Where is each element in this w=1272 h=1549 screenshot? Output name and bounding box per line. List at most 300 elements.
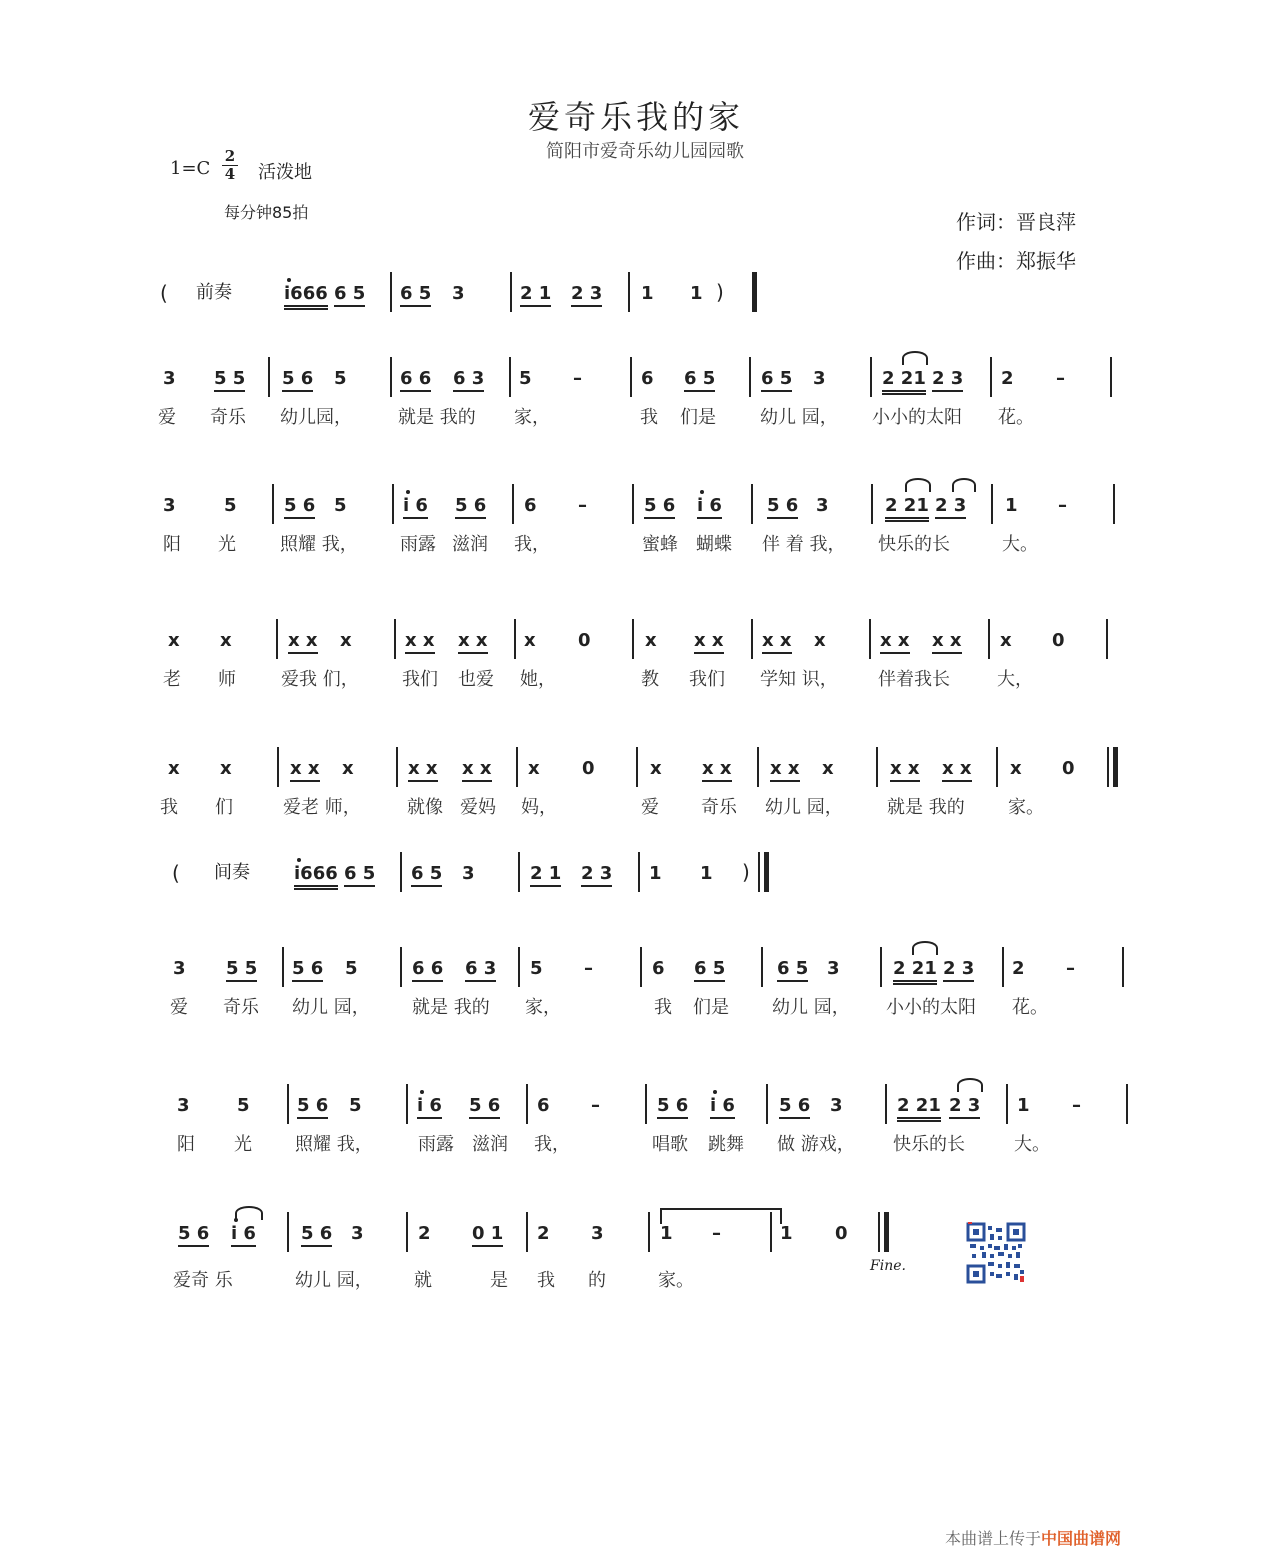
note-group: x [168,758,180,779]
note-group: 0 [1052,630,1065,651]
note-group: 6 5 [344,863,375,887]
note-group: x [340,630,352,651]
barline [885,1084,887,1124]
note-group: 1 [641,283,654,304]
note-group: 5 [224,495,237,516]
barline [518,852,520,892]
footer-watermark [945,1526,1121,1549]
note-group: 3 [163,368,176,389]
note-group: 5 5 [226,958,257,982]
lyric-syllable: 就是 我的 [398,407,476,428]
final-barline [1113,484,1115,524]
lyric-syllable: 小小的太阳 [872,407,962,428]
barline [648,1212,650,1252]
lyric-syllable: 奇乐 [701,797,737,818]
barline [871,484,873,524]
note-group: – [1072,1095,1081,1116]
note-group: 3 [177,1095,190,1116]
lyric-syllable: 幼儿 园， [760,407,838,428]
note-group: 3 [813,368,826,389]
barline [390,272,392,312]
final-barline [764,852,769,892]
lyric-syllable: 蜜蜂 [642,534,678,555]
note-group: 6 5 [684,368,715,392]
note-group: 3 [827,958,840,979]
note-group: 3 [462,863,475,884]
note-group: 5 [334,495,347,516]
note-group: 0 [582,758,595,779]
barline [636,747,638,787]
high-octave-dot [700,490,704,494]
tie-mark [902,351,928,365]
note-group: i 6 [697,495,722,519]
lyric-syllable: 滋润 [472,1134,508,1155]
note-group: 6 3 [453,368,484,392]
note-group: 2 [1012,958,1025,979]
note-group: 0 [835,1223,848,1244]
note-group: 0 1 [472,1223,503,1247]
final-barline [1106,619,1108,659]
note-group: – [578,495,587,516]
fine-mark: Fine. [870,1258,906,1274]
tie-mark [912,941,938,955]
note-group: 5 6 [292,958,323,982]
note-group: i666 [294,863,338,890]
barline [758,852,760,892]
barline [514,619,516,659]
note-group: 6 [537,1095,550,1116]
note-group: 2 21 [885,495,929,522]
note-group: x [650,758,662,779]
note-group: 5 6 [178,1223,209,1247]
section-label: 间奏 [214,862,250,883]
score-row [0,745,1272,865]
lyric-syllable: 蝴蝶 [696,534,732,555]
note-group: x x [694,630,724,654]
note-group: 5 6 [644,495,675,519]
lyric-syllable: 大， [997,669,1033,690]
note-group: 2 3 [571,283,602,307]
note-group: 5 6 [767,495,798,519]
note-group: 5 [519,368,532,389]
note-group: 5 [349,1095,362,1116]
lyric-syllable: 她， [520,669,556,690]
lyric-syllable: 大。 [1002,534,1038,555]
note-group: 1 [1005,495,1018,516]
note-group: 2 3 [943,958,974,982]
note-group: 5 6 [297,1095,328,1119]
lyric-syllable: 雨露 [400,534,436,555]
score-row [0,482,1272,602]
tie-mark [235,1206,263,1220]
barline [876,747,878,787]
lyric-syllable: 小小的太阳 [886,997,976,1018]
lyric-syllable: 的 [588,1270,606,1291]
note-group: 3 [351,1223,364,1244]
lyric-syllable: 妈， [521,797,557,818]
note-group: x [220,758,232,779]
final-barline [1122,947,1124,987]
note-group: x [528,758,540,779]
lyric-syllable: 我， [534,1134,570,1155]
lyric-syllable: 光 [234,1134,252,1155]
lyric-syllable: 家， [525,997,561,1018]
barline [510,272,512,312]
time-signature [222,148,238,183]
note-group: x x [290,758,320,782]
note-group: 2 3 [949,1095,980,1119]
note-group: x [220,630,232,651]
lyric-syllable: 们是 [680,407,716,428]
barline [628,272,630,312]
note-group: 6 [641,368,654,389]
lyric-syllable: 我 [640,407,658,428]
lyric-syllable: 就 [414,1270,432,1291]
barline [751,619,753,659]
lyric-syllable: 照耀 我， [280,534,358,555]
lyric-syllable: 阳 [177,1134,195,1155]
barline [751,484,753,524]
note-group: 3 [173,958,186,979]
barline [990,357,992,397]
high-octave-dot [713,1090,717,1094]
barline [1002,947,1004,987]
note-group: i 6 [403,495,428,519]
lyric-syllable: 幼儿 园， [772,997,850,1018]
note-group: – [1058,495,1067,516]
note-group: 3 [830,1095,843,1116]
lyric-syllable: 们是 [693,997,729,1018]
lyric-syllable: 我 [654,997,672,1018]
barline [645,1084,647,1124]
note-group: x [1000,630,1012,651]
note-group: 5 [237,1095,250,1116]
lyric-syllable: 们 [215,797,233,818]
lyric-syllable: 快乐的长 [878,534,950,555]
note-group: 2 21 [893,958,937,985]
lyric-syllable: 做 游戏， [777,1134,855,1155]
barline [991,484,993,524]
high-octave-dot [287,278,291,282]
barline [632,484,634,524]
lyric-syllable: 爱我 们， [281,669,359,690]
lyric-syllable: 幼儿 园， [295,1270,373,1291]
note-group: 5 6 [455,495,486,519]
note-group: 6 5 [761,368,792,392]
final-barline [1113,747,1118,787]
note-group: x x [462,758,492,782]
barline [638,852,640,892]
note-group: 1 [660,1223,673,1244]
lyric-syllable: 跳舞 [708,1134,744,1155]
lyric-syllable: 光 [218,534,236,555]
barline [526,1084,528,1124]
score-row [0,355,1272,475]
note-group: 2 3 [932,368,963,392]
score-row [0,617,1272,737]
lyric-syllable: 我 [537,1270,555,1291]
note-group: 5 6 [301,1223,332,1247]
note-group: x [645,630,657,651]
note-group: x x [770,758,800,782]
tie-mark [952,478,976,492]
footer-brand: 中国曲谱网 [1041,1529,1122,1548]
barline [870,357,872,397]
lyric-syllable: 我们 [689,669,725,690]
high-octave-dot [420,1090,424,1094]
note-group: 5 6 [284,495,315,519]
lyric-syllable: 学知 识， [760,669,838,690]
lyric-syllable: 老 [163,669,181,690]
note-group: 2 3 [935,495,966,519]
note-group: 5 6 [282,368,313,392]
note-group: – [584,958,593,979]
barline [282,947,284,987]
note-group: 1 [690,283,703,304]
note-group: 3 [591,1223,604,1244]
barline [761,947,763,987]
note-group: x [168,630,180,651]
barline [406,1212,408,1252]
barline [277,747,279,787]
section-label: 前奏 [196,282,232,303]
barline [512,484,514,524]
lyric-syllable: 爱老 师， [283,797,361,818]
note-group: x x [702,758,732,782]
note-group: 0 [1062,758,1075,779]
intro-close-paren: ) [716,280,724,304]
note-group: x x [890,758,920,782]
note-group: 1 [649,863,662,884]
note-group: 2 21 [882,368,926,395]
note-group: 2 1 [530,863,561,887]
lyric-syllable: 滋润 [452,534,488,555]
note-group: x x [458,630,488,654]
barline [630,357,632,397]
barline [878,1212,880,1252]
barline [632,619,634,659]
barline [988,619,990,659]
note-group: – [591,1095,600,1116]
high-octave-dot [406,490,410,494]
note-group: 5 6 [469,1095,500,1119]
note-group: 5 6 [657,1095,688,1119]
note-group: x [814,630,826,651]
note-group: 6 5 [694,958,725,982]
note-group: 6 5 [777,958,808,982]
note-group: 3 [163,495,176,516]
lyric-syllable: 伴 着 我， [762,534,846,555]
song-subtitle: 简阳市爱奇乐幼儿园园歌 [546,141,744,162]
barline [996,747,998,787]
intro-open-paren: ( [160,281,168,305]
barline [516,747,518,787]
lyric-syllable: 快乐的长 [893,1134,965,1155]
lyric-syllable: 唱歌 [652,1134,688,1155]
note-group: 6 3 [465,958,496,982]
note-group: x x [762,630,792,654]
time-signature-bottom: 4 [222,165,238,183]
lyric-syllable: 奇乐 [210,407,246,428]
note-group: i 6 [417,1095,442,1119]
note-group: x [524,630,536,651]
note-group: 3 [816,495,829,516]
barline [400,852,402,892]
note-group: 6 [652,958,665,979]
barline [880,947,882,987]
final-barline [1110,357,1112,397]
note-group: i666 [284,283,328,310]
note-group: 5 6 [779,1095,810,1119]
lyric-syllable: 就像 [407,797,443,818]
lyric-syllable: 幼儿园， [280,407,352,428]
tie-mark [957,1078,983,1092]
note-group: 2 1 [520,283,551,307]
lyric-syllable: 就是 我的 [887,797,965,818]
note-group: 1 [780,1223,793,1244]
high-octave-dot [297,858,301,862]
note-group: x [342,758,354,779]
barline [757,747,759,787]
lyric-syllable: 我， [514,534,550,555]
lyric-syllable: 我们 [402,669,438,690]
lyric-syllable: 就是 我的 [412,997,490,1018]
key-signature: 1=C [170,158,211,179]
lyric-syllable: 花。 [998,407,1034,428]
lyric-syllable: 爱奇 乐 [173,1270,233,1291]
note-group: – [573,368,582,389]
intro-close-paren: ) [742,860,750,884]
note-group: 6 5 [334,283,365,307]
note-group: 2 [1001,368,1014,389]
lyric-syllable: 是 [490,1270,508,1291]
barline [766,1084,768,1124]
note-group: x x [288,630,318,654]
tempo-mark: 每分钟85拍 [224,203,309,222]
lyric-syllable: 爱 [170,997,188,1018]
barline [390,357,392,397]
barline [509,357,511,397]
note-group: 1 [700,863,713,884]
lyric-syllable: 师 [218,669,236,690]
note-group: 2 [537,1223,550,1244]
barline [400,947,402,987]
expression-mark: 活泼地 [258,162,312,183]
song-title: 爱奇乐我的家 [527,98,744,136]
barline [392,484,394,524]
note-group: 6 [524,495,537,516]
note-group: 6 5 [411,863,442,887]
lyric-syllable: 爱 [641,797,659,818]
barline [394,619,396,659]
note-group: 5 [530,958,543,979]
final-barline [884,1212,889,1252]
barline [518,947,520,987]
ending-bracket [660,1208,782,1224]
note-group: 5 [334,368,347,389]
lyric-syllable: 雨露 [418,1134,454,1155]
note-group: x x [942,758,972,782]
lyric-syllable: 花。 [1012,997,1048,1018]
note-group: x x [405,630,435,654]
lyric-syllable: 家。 [1008,797,1044,818]
note-group: x x [880,630,910,654]
note-group: x [1010,758,1022,779]
lyric-syllable: 我 [160,797,178,818]
barline [272,484,274,524]
footer-text: 本曲谱上传于 [945,1529,1042,1548]
tie-mark [905,478,931,492]
score-row [0,1210,1272,1330]
score-row [0,945,1272,1065]
lyric-syllable: 大。 [1014,1134,1050,1155]
lyric-syllable: 爱妈 [460,797,496,818]
lyric-syllable: 家， [514,407,550,428]
lyricist-credit: 作词：晋良萍 [956,210,1076,234]
note-group: 3 [452,283,465,304]
barline [1107,747,1109,787]
intro-open-paren: ( [172,861,180,885]
barline [640,947,642,987]
note-group: i 6 [710,1095,735,1119]
barline [396,747,398,787]
note-group: – [1066,958,1075,979]
note-group: 2 21 [897,1095,941,1122]
barline [406,1084,408,1124]
lyric-syllable: 伴着我长 [878,669,950,690]
lyric-syllable: 家。 [658,1270,694,1291]
barline [276,619,278,659]
lyric-syllable: 也爱 [458,669,494,690]
note-group: 5 5 [214,368,245,392]
lyric-syllable: 幼儿 园， [765,797,843,818]
note-group: 0 [578,630,591,651]
score-row [0,1082,1272,1202]
note-group: 6 6 [400,368,431,392]
note-group: 1 [1017,1095,1030,1116]
composer-credit: 作曲：郑振华 [956,249,1076,273]
note-group: i 6 [231,1223,256,1247]
barline [526,1212,528,1252]
lyric-syllable: 照耀 我， [295,1134,373,1155]
barline [287,1084,289,1124]
note-group: 2 [418,1223,431,1244]
final-barline [752,272,757,312]
note-group: x [822,758,834,779]
lyric-syllable: 幼儿 园， [292,997,370,1018]
lyric-syllable: 教 [641,669,659,690]
final-barline [1126,1084,1128,1124]
note-group: – [1056,368,1065,389]
note-group: 5 [345,958,358,979]
note-group: x x [932,630,962,654]
barline [1006,1084,1008,1124]
note-group: 6 5 [400,283,431,307]
lyric-syllable: 爱 [158,407,176,428]
qr-code-icon [966,1222,1026,1284]
barline [749,357,751,397]
barline [287,1212,289,1252]
time-signature-top: 2 [224,147,236,165]
lyric-syllable: 阳 [163,534,181,555]
note-group: x x [408,758,438,782]
barline [869,619,871,659]
note-group: 2 3 [581,863,612,887]
note-group: – [712,1223,721,1244]
barline [268,357,270,397]
lyric-syllable: 奇乐 [223,997,259,1018]
note-group: 6 6 [412,958,443,982]
